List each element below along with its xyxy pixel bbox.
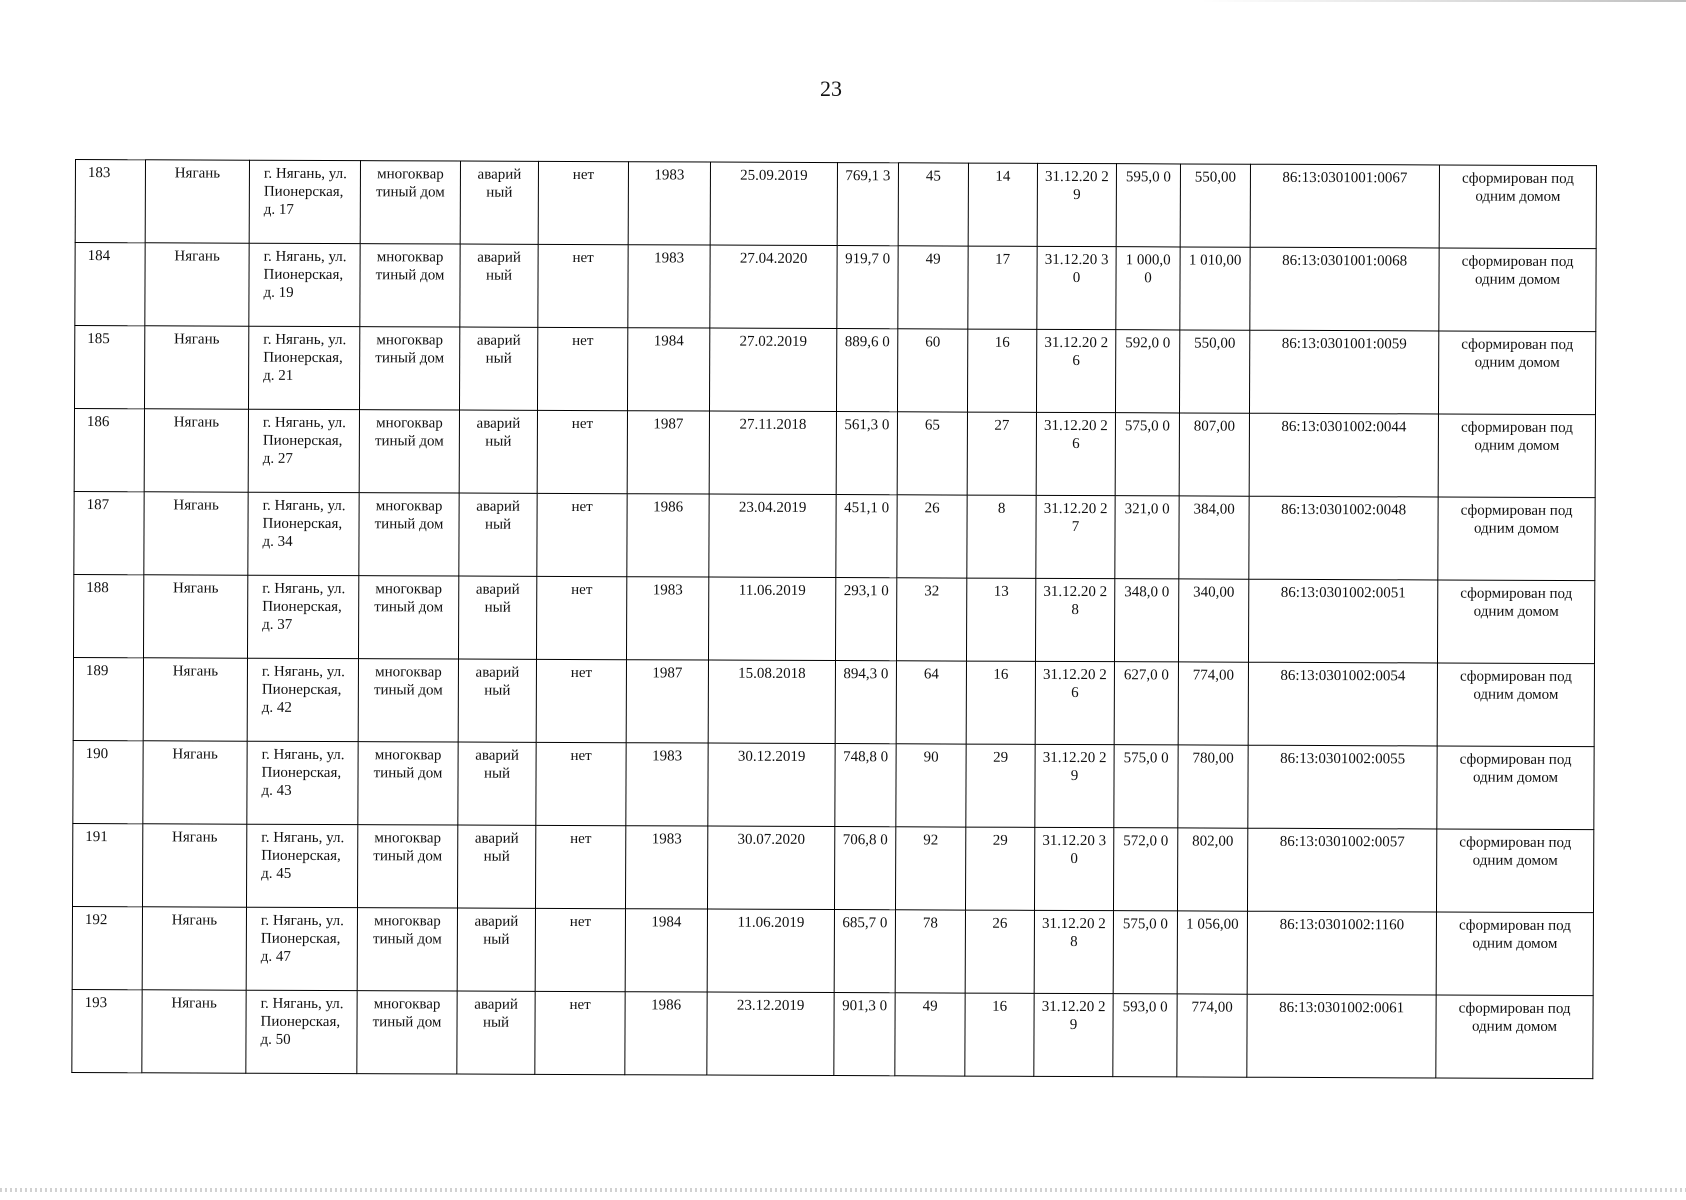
house-type-cell: многоквар тиный дом [358,659,458,742]
land-status-cell: сформирован под одним домом [1436,829,1593,913]
land-area-cell: 774,00 [1177,994,1247,1077]
row-number-cell: 186 [74,409,144,492]
premises-count-cell: 16 [967,329,1036,412]
area-living-cell: 901,3 0 [834,993,895,1076]
premises-count-cell: 13 [966,578,1035,661]
municipality-cell: Нягань [144,492,248,575]
area-living-cell: 889,6 0 [836,329,897,412]
premises-count-cell: 26 [965,910,1034,993]
address-cell: г. Нягань, ул. Пионерская, д. 21 [248,326,359,409]
resettlement-deadline-cell: 31.12.20 26 [1036,329,1115,412]
build-year-cell: 1984 [627,328,709,411]
table-row [73,657,1594,746]
house-type-cell: многоквар тиный дом [360,244,460,327]
municipality-cell: Нягань [143,741,247,824]
table-row [75,243,1596,332]
build-year-cell: 1983 [626,743,708,826]
municipality-cell: Нягань [145,243,249,326]
resettlement-deadline-cell: 31.12.20 28 [1035,578,1114,661]
house-status-cell: аварий ный [460,244,538,327]
build-year-cell: 1983 [625,826,707,909]
cadastral-number-cell: 86:13:0301002:0051 [1248,579,1437,663]
area-living-cell: 561,3 0 [836,412,897,495]
area-total-cell: 592,0 0 [1115,330,1179,413]
residents-count-cell: 45 [898,163,968,246]
resettlement-deadline-cell: 31.12.20 26 [1036,412,1115,495]
municipality-cell: Нягань [144,326,248,409]
house-status-cell: аварий ный [459,493,537,576]
municipality-cell: Нягань [142,990,246,1073]
resettlement-deadline-cell: 31.12.20 30 [1034,827,1113,910]
municipality-cell: Нягань [142,824,246,907]
flag-cell: нет [538,244,628,327]
residents-count-cell: 49 [898,246,968,329]
address-cell: г. Нягань, ул. Пионерская, д. 34 [248,492,359,575]
land-status-cell: сформирован под одним домом [1437,663,1594,747]
area-living-cell: 451,1 0 [836,495,897,578]
house-type-cell: многоквар тиный дом [357,991,457,1074]
municipality-cell: Нягань [142,907,246,990]
house-status-cell: аварий ный [460,161,538,244]
land-status-cell: сформирован под одним домом [1439,165,1596,249]
area-living-cell: 769,1 3 [837,163,898,246]
resettlement-deadline-cell: 31.12.20 29 [1034,993,1113,1076]
flag-cell: нет [537,410,627,493]
resettlement-deadline-cell: 31.12.20 29 [1035,744,1114,827]
land-area-cell: 550,00 [1179,330,1249,413]
row-number-cell: 183 [75,160,145,243]
land-area-cell: 550,00 [1180,164,1250,247]
house-type-cell: многоквар тиный дом [359,493,459,576]
recognized-date-cell: 15.08.2018 [708,660,835,744]
land-area-cell: 1 010,00 [1180,247,1250,330]
land-area-cell: 780,00 [1178,745,1248,828]
area-living-cell: 748,8 0 [835,744,896,827]
land-area-cell: 774,00 [1178,662,1248,745]
page-number: 23 [820,76,842,101]
premises-count-cell: 16 [966,661,1035,744]
residents-count-cell: 32 [896,578,966,661]
row-number-cell: 191 [72,823,142,906]
address-cell: г. Нягань, ул. Пионерская, д. 17 [249,160,360,243]
build-year-cell: 1984 [625,909,707,992]
area-living-cell: 293,1 0 [835,578,896,661]
address-cell: г. Нягань, ул. Пионерская, д. 27 [248,409,359,492]
house-type-cell: многоквар тиный дом [358,576,458,659]
table-row [75,160,1596,249]
recognized-date-cell: 23.04.2019 [709,494,836,578]
address-cell: г. Нягань, ул. Пионерская, д. 45 [246,824,357,907]
cadastral-number-cell: 86:13:0301001:0059 [1249,330,1438,414]
municipality-cell: Нягань [145,160,249,243]
resettlement-deadline-cell: 31.12.20 29 [1037,163,1116,246]
land-status-cell: сформирован под одним домом [1439,248,1596,332]
house-status-cell: аварий ный [458,659,536,742]
premises-count-cell: 29 [966,744,1035,827]
residents-count-cell: 64 [896,661,966,744]
table-row [72,989,1593,1078]
table-row [72,906,1593,995]
cadastral-number-cell: 86:13:0301002:0048 [1249,496,1438,580]
row-number-cell: 188 [73,574,143,657]
area-total-cell: 321,0 0 [1115,496,1179,579]
house-type-cell: многоквар тиный дом [359,327,459,410]
flag-cell: нет [538,161,628,244]
address-cell: г. Нягань, ул. Пионерская, д. 37 [247,575,358,658]
area-total-cell: 575,0 0 [1113,911,1177,994]
area-living-cell: 706,8 0 [834,827,895,910]
build-year-cell: 1987 [627,411,709,494]
area-total-cell: 572,0 0 [1113,828,1177,911]
table-row [73,740,1594,829]
address-cell: г. Нягань, ул. Пионерская, д. 19 [249,243,360,326]
resettlement-deadline-cell: 31.12.20 27 [1036,495,1115,578]
row-number-cell: 189 [73,657,143,740]
house-status-cell: аварий ный [458,576,536,659]
residents-count-cell: 49 [895,993,965,1076]
area-living-cell: 919,7 0 [837,246,898,329]
scan-edge-top [1200,0,1686,2]
house-status-cell: аварий ный [457,825,535,908]
address-cell: г. Нягань, ул. Пионерская, д. 43 [247,741,358,824]
land-status-cell: сформирован под одним домом [1438,497,1595,581]
table-row [72,823,1593,912]
area-total-cell: 348,0 0 [1114,579,1178,662]
house-status-cell: аварий ный [457,991,535,1074]
row-number-cell: 193 [72,989,142,1072]
house-type-cell: многоквар тиный дом [357,908,457,991]
land-status-cell: сформирован под одним домом [1438,331,1595,415]
recognized-date-cell: 30.12.2019 [708,743,835,827]
premises-count-cell: 16 [965,993,1034,1076]
flag-cell: нет [536,659,626,742]
cadastral-number-cell: 86:13:0301002:0061 [1247,994,1436,1078]
premises-count-cell: 8 [967,495,1036,578]
area-total-cell: 595,0 0 [1116,164,1180,247]
municipality-cell: Нягань [143,658,247,741]
house-type-cell: многоквар тиный дом [358,742,458,825]
land-status-cell: сформирован под одним домом [1436,912,1593,996]
land-area-cell: 340,00 [1178,579,1248,662]
recognized-date-cell: 11.06.2019 [707,909,834,993]
land-area-cell: 384,00 [1179,496,1249,579]
resettlement-deadline-cell: 31.12.20 26 [1035,661,1114,744]
land-area-cell: 1 056,00 [1177,911,1247,994]
area-total-cell: 1 000,0 0 [1116,247,1180,330]
build-year-cell: 1986 [627,494,709,577]
area-living-cell: 894,3 0 [835,661,896,744]
flag-cell: нет [535,991,625,1074]
row-number-cell: 185 [74,326,144,409]
cadastral-number-cell: 86:13:0301002:0044 [1249,413,1438,497]
house-status-cell: аварий ный [457,908,535,991]
house-type-cell: многоквар тиный дом [359,410,459,493]
registry-body [72,160,1597,1079]
address-cell: г. Нягань, ул. Пионерская, д. 50 [246,990,357,1073]
row-number-cell: 190 [73,740,143,823]
premises-count-cell: 29 [965,827,1034,910]
house-status-cell: аварий ный [458,742,536,825]
row-number-cell: 184 [75,243,145,326]
scan-edge-bottom [0,1188,1686,1192]
table-row [74,491,1595,580]
cadastral-number-cell: 86:13:0301002:0054 [1248,662,1437,746]
table-row [74,409,1595,498]
land-status-cell: сформирован под одним домом [1437,580,1594,664]
house-status-cell: аварий ный [459,410,537,493]
address-cell: г. Нягань, ул. Пионерская, д. 47 [246,907,357,990]
residents-count-cell: 92 [895,827,965,910]
municipality-cell: Нягань [143,575,247,658]
area-total-cell: 575,0 0 [1114,745,1178,828]
build-year-cell: 1983 [628,162,710,245]
recognized-date-cell: 30.07.2020 [707,826,834,910]
build-year-cell: 1986 [625,992,707,1075]
residents-count-cell: 90 [896,744,966,827]
house-type-cell: многоквар тиный дом [357,825,457,908]
row-number-cell: 192 [72,906,142,989]
address-cell: г. Нягань, ул. Пионерская, д. 42 [247,658,358,741]
flag-cell: нет [535,825,625,908]
flag-cell: нет [536,576,626,659]
cadastral-number-cell: 86:13:0301002:0057 [1247,828,1436,912]
flag-cell: нет [536,742,626,825]
cadastral-number-cell: 86:13:0301002:0055 [1248,745,1437,829]
flag-cell: нет [535,908,625,991]
area-living-cell: 685,7 0 [834,910,895,993]
recognized-date-cell: 11.06.2019 [708,577,835,661]
table-row [74,326,1595,415]
recognized-date-cell: 27.11.2018 [709,411,836,495]
cadastral-number-cell: 86:13:0301001:0067 [1250,164,1439,248]
build-year-cell: 1987 [626,660,708,743]
recognized-date-cell: 27.02.2019 [709,328,836,412]
land-status-cell: сформирован под одним домом [1437,746,1594,830]
municipality-cell: Нягань [144,409,248,492]
row-number-cell: 187 [74,491,144,574]
resettlement-deadline-cell: 31.12.20 28 [1034,910,1113,993]
flag-cell: нет [537,327,627,410]
table-row [73,574,1594,663]
residents-count-cell: 78 [895,910,965,993]
recognized-date-cell: 23.12.2019 [707,992,834,1076]
premises-count-cell: 27 [967,412,1036,495]
recognized-date-cell: 27.04.2020 [710,245,837,329]
land-status-cell: сформирован под одним домом [1436,995,1593,1079]
cadastral-number-cell: 86:13:0301001:0068 [1250,247,1439,331]
premises-count-cell: 17 [968,246,1037,329]
area-total-cell: 593,0 0 [1113,994,1177,1077]
build-year-cell: 1983 [626,577,708,660]
residents-count-cell: 60 [897,329,967,412]
recognized-date-cell: 25.09.2019 [710,162,837,246]
resettlement-deadline-cell: 31.12.20 30 [1037,246,1116,329]
residents-count-cell: 65 [897,412,967,495]
premises-count-cell: 14 [968,163,1037,246]
land-area-cell: 802,00 [1177,828,1247,911]
residents-count-cell: 26 [897,495,967,578]
land-status-cell: сформирован под одним домом [1438,414,1595,498]
cadastral-number-cell: 86:13:0301002:1160 [1247,911,1436,995]
housing-registry-table [71,159,1597,1079]
house-type-cell: многоквар тиный дом [360,161,460,244]
area-total-cell: 627,0 0 [1114,662,1178,745]
flag-cell: нет [537,493,627,576]
land-area-cell: 807,00 [1179,413,1249,496]
build-year-cell: 1983 [628,245,710,328]
area-total-cell: 575,0 0 [1115,413,1179,496]
house-status-cell: аварий ный [459,327,537,410]
